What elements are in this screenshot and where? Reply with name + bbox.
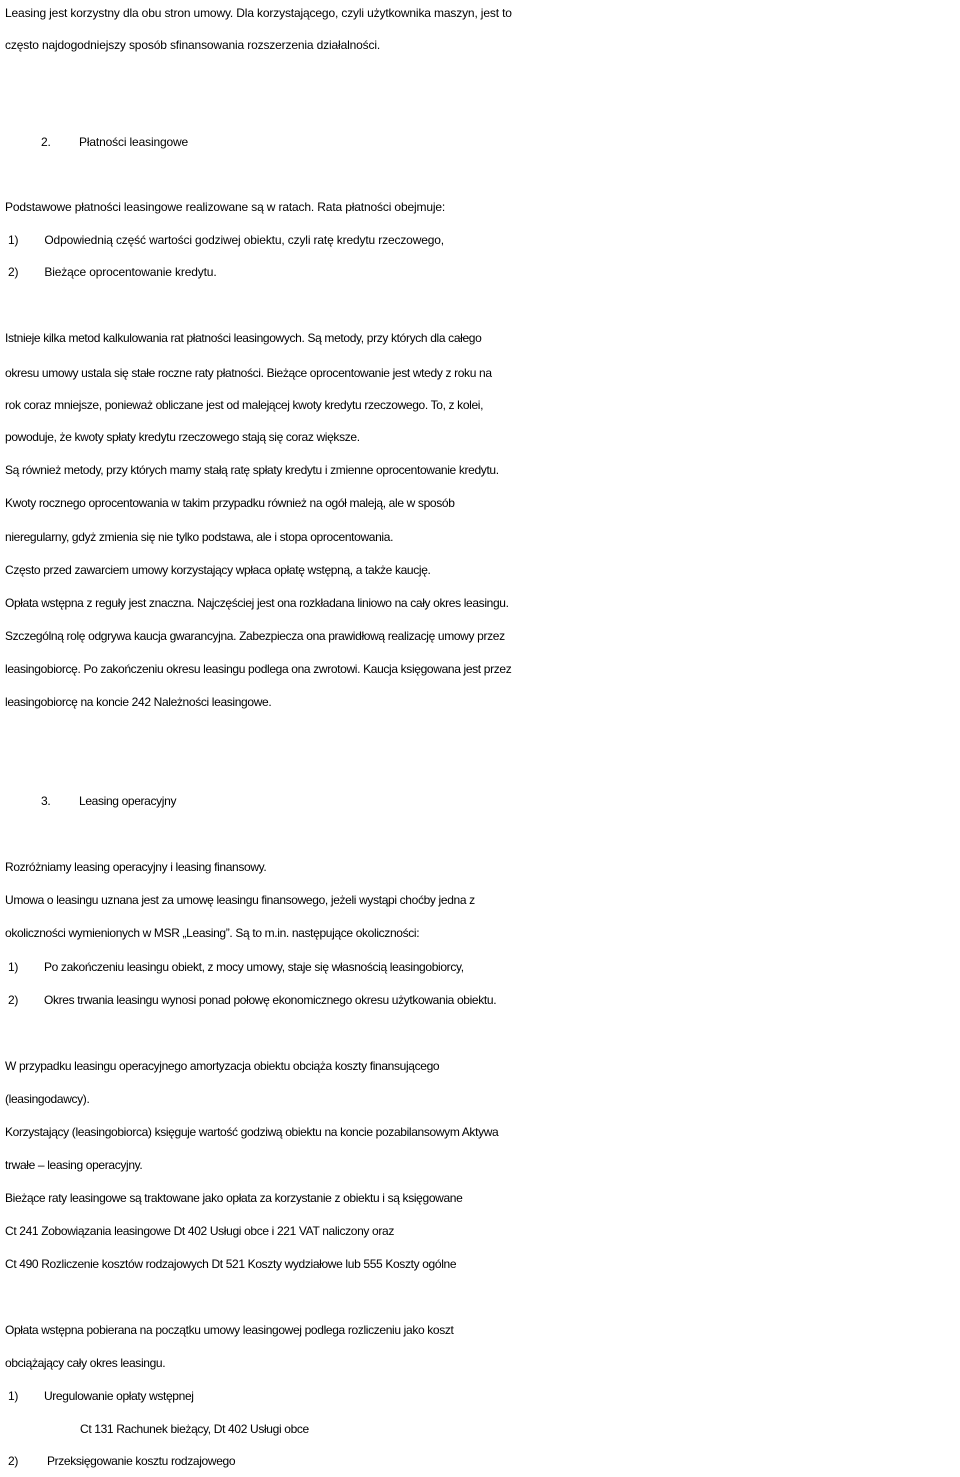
- section-3-line-b5: Bieżące raty leasingowe są traktowane jako opłata za korzystanie z obiektu i są księgowane: [5, 1191, 463, 1205]
- step-number: 1): [8, 1389, 18, 1403]
- section-3-number: 3.: [41, 794, 51, 808]
- section-2-line-4: powoduje, że kwoty spłaty kredytu rzeczowego stają się coraz większe.: [5, 430, 360, 444]
- section-2-line-11: leasingobiorcę. Po zakończeniu okresu leasingu podlega ona zwrotowi. Kaucja księgowana jest przez: [5, 662, 512, 676]
- section-2-line-1: Istnieje kilka metod kalkulowania rat płatności leasingowych. Są metody, przy których dla całego: [5, 331, 482, 345]
- intro-line-2: często najdogodniejszy sposób sfinansowania rozszerzenia działalności.: [5, 38, 381, 52]
- step-text: Przeksięgowanie kosztu rodzajowego: [43, 1454, 236, 1468]
- section-2-line-3: rok coraz mniejsze, ponieważ obliczane jest od malejącej kwoty kredytu rzeczowego. To, z kolei,: [5, 398, 484, 412]
- section-3-line-c1: Opłata wstępna pobierana na początku umowy leasingowej podlega rozliczeniu jako koszt: [5, 1323, 454, 1337]
- item-number: 1): [8, 233, 19, 247]
- item-text: Odpowiednią część wartości godziwej obiektu, czyli ratę kredytu rzeczowego,: [44, 233, 444, 247]
- section-2-item-1: [8, 227, 960, 253]
- section-2-line-2: okresu umowy ustala się stałe roczne raty płatności. Bieżące oprocentowanie jest wtedy z roku na: [5, 366, 492, 380]
- section-3-item-1: [8, 954, 960, 980]
- section-2-line-10: Szczególną rolę odgrywa kaucja gwarancyjna. Zabezpiecza ona prawidłową realizację umowy przez: [5, 629, 505, 643]
- section-3-line-a1: Rozróżniamy leasing operacyjny i leasing finansowy.: [5, 860, 267, 874]
- section-2-number: 2.: [41, 135, 51, 149]
- section-3-step-2: [8, 1448, 960, 1474]
- section-2-paragraph-1: Podstawowe płatności leasingowe realizowane są w ratach. Rata płatności obejmuje:: [5, 200, 446, 214]
- section-3-step-1: [8, 1383, 960, 1409]
- step-number: 2): [8, 1454, 18, 1468]
- section-2-line-9: Opłata wstępna z reguły jest znaczna. Najczęściej jest ona rozkładana liniowo na cały okres leasingu.: [5, 596, 509, 610]
- section-2-line-6: Kwoty rocznego oprocentowania w takim przypadku również na ogół maleją, ale w sposób: [5, 496, 455, 510]
- section-2-item-2: [8, 259, 960, 285]
- section-3-step-1-detail: Ct 131 Rachunek bieżący, Dt 402 Usługi obce: [80, 1422, 309, 1436]
- section-3-line-a3: okoliczności wymienionych w MSR „Leasing”. Są to m.in. następujące okoliczności:: [5, 926, 420, 940]
- section-2-title: Płatności leasingowe: [79, 135, 189, 149]
- section-2-heading: [41, 129, 960, 155]
- section-2-line-12: leasingobiorcę na koncie 242 Należności leasingowe.: [5, 695, 272, 709]
- section-2-line-5: Są również metody, przy których mamy stałą ratę spłaty kredytu i zmienne oprocentowanie kredytu.: [5, 463, 499, 477]
- intro-line-1: Leasing jest korzystny dla obu stron umowy. Dla korzystającego, czyli użytkownika maszyn, jest to: [5, 6, 512, 20]
- section-3-title: Leasing operacyjny: [79, 794, 177, 808]
- section-3-line-b4: trwałe – leasing operacyjny.: [5, 1158, 143, 1172]
- section-3-line-b1: W przypadku leasingu operacyjnego amortyzacja obiektu obciąża koszty finansującego: [5, 1059, 440, 1073]
- section-3-line-b6: Ct 241 Zobowiązania leasingowe Dt 402 Usługi obce i 221 VAT naliczony oraz: [5, 1224, 395, 1238]
- section-3-item-2: [8, 987, 960, 1013]
- section-3-line-b7: Ct 490 Rozliczenie kosztów rodzajowych Dt 521 Koszty wydziałowe lub 555 Koszty ogólne: [5, 1257, 457, 1271]
- section-3-line-b2: (leasingodawcy).: [5, 1092, 90, 1106]
- item-number: 2): [8, 265, 19, 279]
- item-text: Bieżące oprocentowanie kredytu.: [44, 265, 217, 279]
- section-3-line-c2: obciążający cały okres leasingu.: [5, 1356, 166, 1370]
- item-text: Okres trwania leasingu wynosi ponad połowę ekonomicznego okresu użytkowania obiektu.: [43, 993, 497, 1007]
- section-3-line-a2: Umowa o leasingu uznana jest za umowę leasingu finansowego, jeżeli wystąpi choćby jedna z: [5, 893, 475, 907]
- item-number: 2): [8, 993, 18, 1007]
- section-2-line-8: Często przed zawarciem umowy korzystający wpłaca opłatę wstępną, a także kaucję.: [5, 563, 431, 577]
- step-text: Uregulowanie opłaty wstępnej: [43, 1389, 194, 1403]
- item-number: 1): [8, 960, 18, 974]
- item-text: Po zakończeniu leasingu obiekt, z mocy umowy, staje się własnością leasingobiorcy,: [43, 960, 464, 974]
- section-3-heading: [41, 788, 960, 814]
- section-2-line-7: nieregularny, gdyż zmienia się nie tylko podstawa, ale i stopa oprocentowania.: [5, 530, 394, 544]
- section-3-line-b3: Korzystający (leasingobiorca) księguje wartość godziwą obiektu na koncie pozabilansowym Aktywa: [5, 1125, 499, 1139]
